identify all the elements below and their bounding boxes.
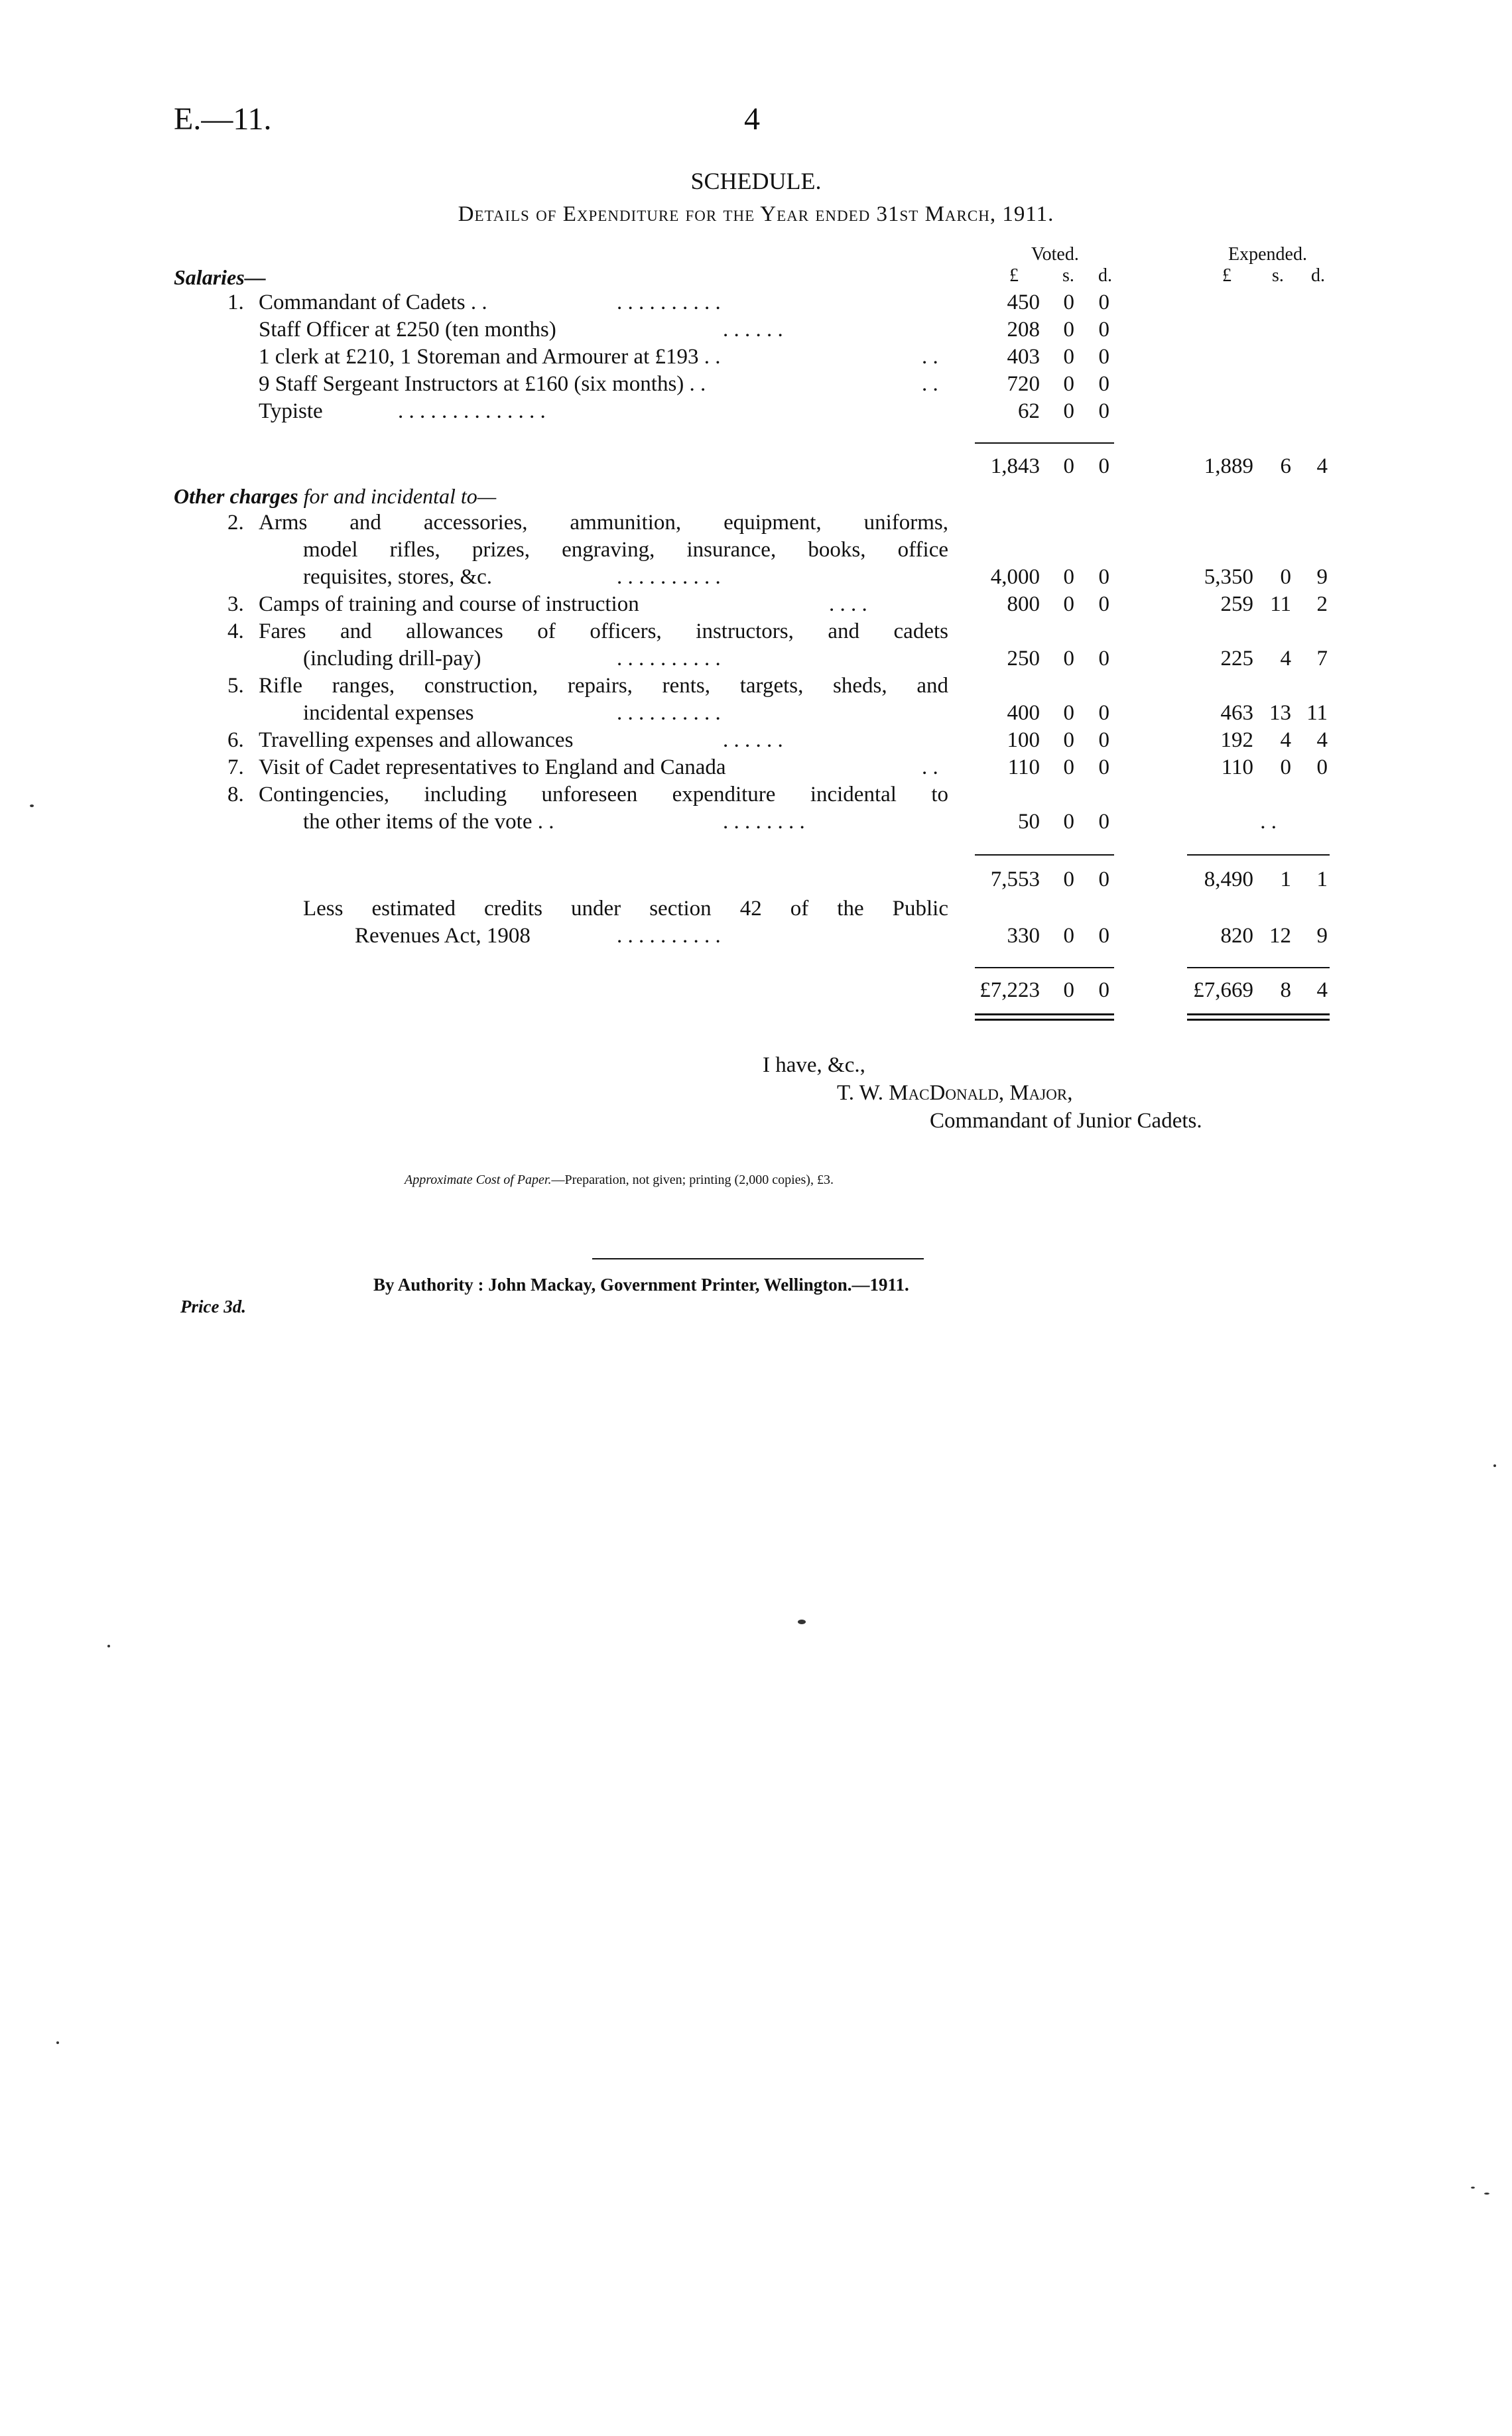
footer-rule [592, 1258, 924, 1259]
schedule-subtitle: Details of Expenditure for the Year ended 31st March, 1911. [458, 202, 1054, 226]
net-double-rule [975, 1019, 1114, 1021]
scan-speck [30, 804, 34, 807]
scan-speck [107, 1645, 110, 1647]
voted-pounds: 110 [1007, 755, 1040, 779]
item-description: incidental expenses [303, 701, 474, 725]
printer-authority: By Authority : John Mackay, Government Printer, Wellington.—1911. [373, 1275, 909, 1295]
expended-pounds: 225 [1220, 647, 1253, 671]
voted-pounds: 4,000 [990, 565, 1040, 589]
expended-shillings: 4 [1280, 647, 1291, 671]
expended-pence: 11 [1306, 701, 1328, 725]
voted-pence: 0 [1098, 399, 1109, 423]
item-description: (including drill-pay) [303, 647, 481, 671]
voted-pounds: 800 [1007, 592, 1040, 616]
dot-leader: . . . . . . . . . . [617, 647, 721, 671]
item-description: the other items of the vote . . [303, 810, 554, 834]
voted-shillings: 0 [1063, 728, 1074, 752]
total-voted-shillings: 0 [1063, 867, 1074, 891]
expended-pence: 9 [1316, 565, 1328, 589]
expended-pounds: 5,350 [1204, 565, 1253, 589]
salaries-heading: Salaries— [174, 265, 266, 289]
item-description: 9 Staff Sergeant Instructors at £160 (six months) . . [259, 372, 706, 396]
net-voted-shillings: 0 [1063, 978, 1074, 1002]
voted-pound-header: £ [1009, 265, 1019, 286]
total-expended-pence: 1 [1316, 867, 1328, 891]
item-description: Typiste [259, 399, 323, 423]
expended-pence: 7 [1316, 647, 1328, 671]
signatory-name: T. W. MacDonald, Major, [837, 1081, 1073, 1105]
voted-pounds: 720 [1007, 372, 1040, 396]
item-description: Travelling expenses and allowances [259, 728, 574, 752]
salaries-subtotal-voted-pence: 0 [1098, 454, 1109, 478]
scan-speck [56, 2041, 59, 2044]
expended-shillings: 11 [1270, 592, 1291, 616]
voted-pounds: 100 [1007, 728, 1040, 752]
schedule-title: SCHEDULE. [690, 168, 822, 194]
dot-leader: . . [922, 345, 938, 369]
total-voted-pence: 0 [1098, 867, 1109, 891]
expended-pounds: 463 [1220, 701, 1253, 725]
voted-shillings: 0 [1063, 290, 1074, 314]
dot-leader: . . . . . . . . [723, 810, 805, 834]
voted-pence: 0 [1098, 728, 1109, 752]
total-expended-pounds: 8,490 [1204, 867, 1253, 891]
total-rule [1187, 854, 1330, 856]
voted-shillings: 0 [1063, 810, 1074, 834]
dot-leader: . . [922, 372, 938, 396]
voted-pence: 0 [1098, 372, 1109, 396]
dot-leader: . . . . . . . . . . [617, 290, 721, 314]
net-rule [1187, 967, 1330, 968]
page-number: 4 [744, 101, 760, 137]
less-expended-pounds: 820 [1220, 924, 1253, 948]
expended-shillings: 0 [1280, 565, 1291, 589]
voted-pence: 0 [1098, 290, 1109, 314]
item-description: 1 clerk at £210, 1 Storeman and Armourer at £193 . . [259, 345, 721, 369]
expended-shillings: 13 [1269, 701, 1291, 725]
expended-column-header: Expended. [1228, 244, 1307, 265]
dot-leader: . . . . . . [723, 318, 783, 342]
dot-leader: . . . . [829, 592, 867, 616]
item-description: Fares and allowances of officers, instructors, and cadets [259, 619, 948, 643]
dot-leader: . . . . . . . . . . [617, 924, 721, 948]
voted-shilling-header: s. [1062, 265, 1074, 286]
salaries-subtotal-expended-pounds: 1,889 [1204, 454, 1253, 478]
signatory-title: Commandant of Junior Cadets. [930, 1109, 1202, 1133]
net-rule [975, 967, 1114, 968]
item-number: 4. [227, 619, 244, 643]
item-number: 2. [227, 511, 244, 535]
expended-pound-header: £ [1222, 265, 1231, 286]
item-description: Camps of training and course of instruction [259, 592, 639, 616]
voted-pence: 0 [1098, 565, 1109, 589]
document-code: E.—11. [174, 101, 272, 137]
dot-leader: . . . . . . . . . . [617, 565, 721, 589]
scan-speck [798, 1620, 806, 1624]
dot-leader: . . . . . . . . . . [617, 701, 721, 725]
voted-pounds: 403 [1007, 345, 1040, 369]
item-description: model rifles, prizes, engraving, insurance, books, office [303, 538, 948, 562]
less-credits-description: Less estimated credits under section 42 of the Public [303, 897, 948, 921]
voted-pounds: 400 [1007, 701, 1040, 725]
voted-shillings: 0 [1063, 399, 1074, 423]
price: Price 3d. [180, 1297, 246, 1316]
voted-pounds: 450 [1007, 290, 1040, 314]
total-voted-pounds: 7,553 [990, 867, 1040, 891]
item-number: 1. [227, 290, 244, 314]
scan-speck [1471, 2187, 1475, 2189]
voted-pence: 0 [1098, 592, 1109, 616]
total-rule [975, 854, 1114, 856]
net-expended-pounds: £7,669 [1193, 978, 1253, 1002]
item-number: 5. [227, 674, 244, 698]
expended-pence-header: d. [1311, 265, 1325, 286]
item-description: Rifle ranges, construction, repairs, rents, targets, sheds, and [259, 674, 948, 698]
net-double-rule [1187, 1013, 1330, 1015]
dot-leader: . . [922, 755, 938, 779]
less-expended-shillings: 12 [1269, 924, 1291, 948]
item-number: 8. [227, 783, 244, 806]
voted-shillings: 0 [1063, 318, 1074, 342]
voted-shillings: 0 [1063, 647, 1074, 671]
salaries-subtotal-expended-shillings: 6 [1280, 454, 1291, 478]
voted-pounds: 62 [1018, 399, 1040, 423]
net-voted-pounds: £7,223 [979, 978, 1040, 1002]
item-description: Arms and accessories, ammunition, equipment, uniforms, [259, 511, 948, 535]
item-description: Staff Officer at £250 (ten months) [259, 318, 556, 342]
voted-shillings: 0 [1063, 345, 1074, 369]
cost-of-paper-note: Approximate Cost of Paper.—Preparation, not given; printing (2,000 copies), £3. [405, 1173, 834, 1187]
item-description: Commandant of Cadets . . [259, 290, 487, 314]
voted-pence: 0 [1098, 647, 1109, 671]
net-expended-shillings: 8 [1280, 978, 1291, 1002]
scan-speck [1484, 2193, 1489, 2195]
voted-pounds: 208 [1007, 318, 1040, 342]
voted-pounds: 50 [1018, 810, 1040, 834]
dot-leader: . . . . . . . . . . . . . . [398, 399, 546, 423]
voted-pence: 0 [1098, 755, 1109, 779]
voted-shillings: 0 [1063, 592, 1074, 616]
expended-pence: 2 [1316, 592, 1328, 616]
voted-pence: 0 [1098, 701, 1109, 725]
voted-pence: 0 [1098, 318, 1109, 342]
item-number: 6. [227, 728, 244, 752]
less-voted-shillings: 0 [1063, 924, 1074, 948]
expended-pence: 4 [1316, 728, 1328, 752]
total-expended-shillings: 1 [1280, 867, 1291, 891]
salutation: I have, &c., [763, 1053, 865, 1077]
voted-pence: 0 [1098, 345, 1109, 369]
net-voted-pence: 0 [1098, 978, 1109, 1002]
expended-pounds: 110 [1221, 755, 1253, 779]
net-double-rule [975, 1013, 1114, 1015]
voted-column-header: Voted. [1031, 244, 1079, 265]
salaries-subtotal-expended-pence: 4 [1316, 454, 1328, 478]
expended-blank: . . [1260, 810, 1277, 834]
item-description: Visit of Cadet representatives to England and Canada [259, 755, 726, 779]
less-expended-pence: 9 [1316, 924, 1328, 948]
item-number: 7. [227, 755, 244, 779]
item-number: 3. [227, 592, 244, 616]
subtotal-rule [975, 442, 1114, 444]
voted-pence-header: d. [1098, 265, 1112, 286]
item-description: Contingencies, including unforeseen expenditure incidental to [259, 783, 948, 806]
voted-shillings: 0 [1063, 755, 1074, 779]
voted-shillings: 0 [1063, 565, 1074, 589]
salaries-subtotal-voted-pounds: 1,843 [990, 454, 1040, 478]
net-double-rule [1187, 1019, 1330, 1021]
expended-pence: 0 [1316, 755, 1328, 779]
less-voted-pence: 0 [1098, 924, 1109, 948]
scan-speck [1493, 1464, 1496, 1467]
expended-shilling-header: s. [1272, 265, 1284, 286]
salaries-subtotal-voted-shillings: 0 [1063, 454, 1074, 478]
voted-shillings: 0 [1063, 372, 1074, 396]
other-charges-heading: Other charges for and incidental to— [174, 484, 497, 508]
expended-pounds: 259 [1220, 592, 1253, 616]
dot-leader: . . . . . . [723, 728, 783, 752]
voted-pounds: 250 [1007, 647, 1040, 671]
expended-pounds: 192 [1220, 728, 1253, 752]
expended-shillings: 4 [1280, 728, 1291, 752]
net-expended-pence: 4 [1316, 978, 1328, 1002]
item-description: requisites, stores, &c. [303, 565, 493, 589]
less-voted-pounds: 330 [1007, 924, 1040, 948]
expended-shillings: 0 [1280, 755, 1291, 779]
voted-shillings: 0 [1063, 701, 1074, 725]
voted-pence: 0 [1098, 810, 1109, 834]
less-credits-description: Revenues Act, 1908 [355, 924, 531, 948]
